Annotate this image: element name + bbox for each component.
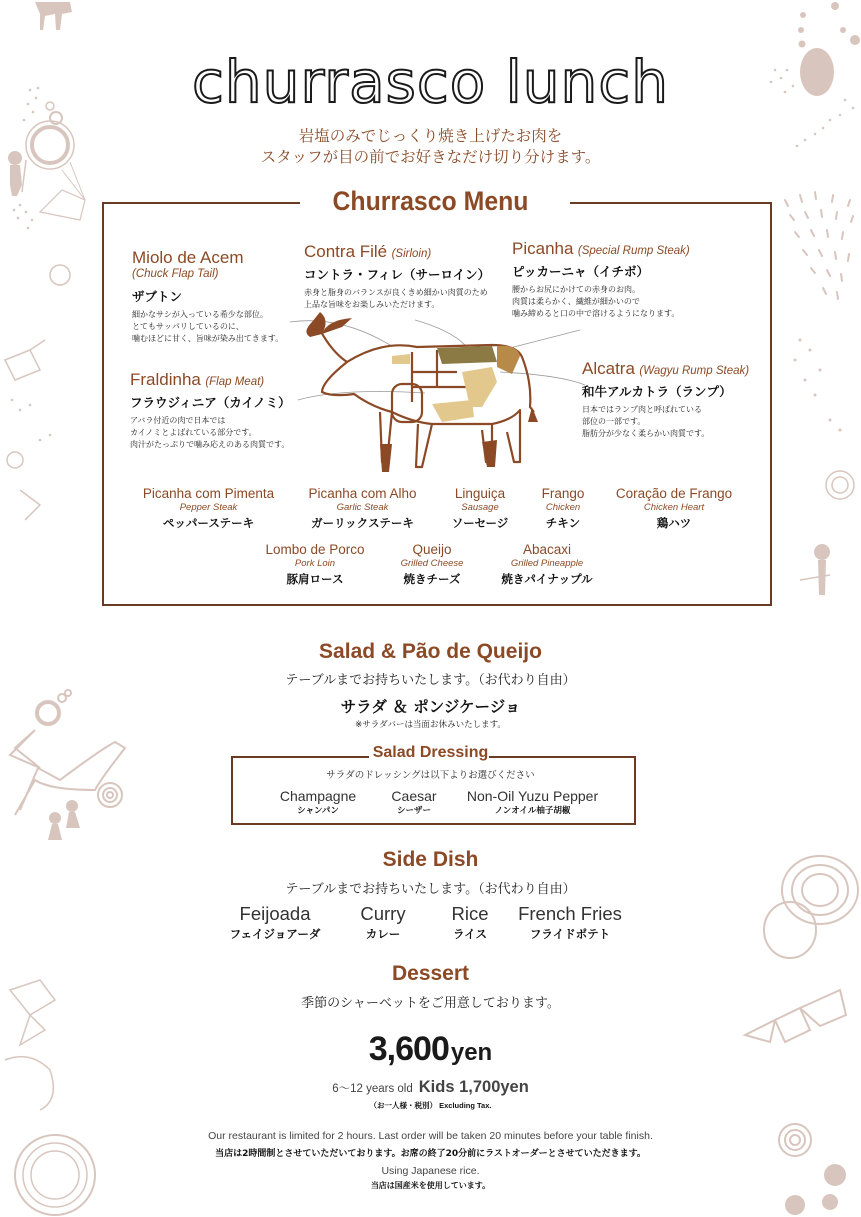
cut-miolo-de-acem bbox=[132, 248, 283, 345]
dessert-title: Dessert bbox=[391, 962, 470, 985]
salad-title: Salad & Pão de Queijo bbox=[319, 640, 542, 663]
churrasco-menu-title: Churrasco Menu bbox=[332, 186, 529, 216]
cut-fraldinha bbox=[130, 370, 291, 451]
cow-cuts-diagram bbox=[292, 312, 552, 487]
kids-price-label: Kids 1,700yen bbox=[418, 1078, 529, 1096]
cut-contra-file bbox=[304, 242, 490, 311]
cut-japanese: ザブトン bbox=[132, 289, 183, 304]
subtitle-line-2: スタッフが目の前でお好きなだけ切り分けます。 bbox=[260, 148, 601, 166]
menu-item-coracao-de-frango: Coração de Frango Chicken Heart 鶏ハツ bbox=[615, 486, 733, 530]
cut-name: Alcatra bbox=[582, 359, 635, 378]
salad-dressing-note: サラダのドレッシングは以下よりお選びください bbox=[326, 770, 535, 781]
cut-description: アバラ付近の肉で日本では カイノミとよばれている部分です。 肉汁がたっぷりで噛み応えのある肉質です。 bbox=[130, 416, 290, 449]
cut-description: 赤身と脂身のバランスが良くきめ細かい肉質のため 上品な旨味をお楽しみいただけます。 bbox=[304, 288, 488, 309]
salad-note: テーブルまでお持ちいたします。（お代わり自由） bbox=[285, 673, 576, 688]
cut-name: Miolo de Acem bbox=[132, 248, 244, 267]
cut-english: (Flap Meat) bbox=[205, 376, 265, 388]
kids-price bbox=[0, 1078, 861, 1097]
tax-note: （お一人様・税別） Excluding Tax. bbox=[369, 1101, 492, 1110]
salad-japanese-title: サラダ ＆ ポンジケージョ bbox=[340, 698, 521, 716]
price bbox=[0, 1030, 861, 1069]
cut-name: Fraldinha bbox=[130, 370, 201, 389]
menu-item-queijo: Queijo Grilled Cheese 焼きチーズ bbox=[400, 542, 464, 586]
cut-alcatra bbox=[582, 359, 749, 440]
dressing-option-non-oil-yuzu-pepper: Non-Oil Yuzu Pepper ノンオイル柚子胡椒 bbox=[466, 788, 599, 816]
side-item-french-fries: French Fries フライドポテト bbox=[518, 903, 622, 941]
side-item-feijoada: Feijoada フェイジョアーダ bbox=[229, 903, 321, 941]
cut-name: Contra Filé bbox=[304, 242, 388, 261]
price-unit: yen bbox=[450, 1039, 493, 1066]
time-limit-notice-en: Our restaurant is limited for 2 hours. Last order will be taken 20 minutes before your table finish. bbox=[208, 1130, 653, 1142]
cut-description: 細かなサシが入っている希少な部位。 とてもサッパリしているのに、 噛むほどに甘く、旨味が染み出てきます。 bbox=[132, 310, 284, 343]
cut-picanha bbox=[512, 239, 690, 320]
cut-name: Picanha bbox=[512, 239, 574, 258]
menu-item-lombo-de-porco: Lombo de Porco Pork Loin 豚肩ロース bbox=[265, 542, 365, 586]
cut-japanese: 和牛アルカトラ（ランプ） bbox=[582, 384, 732, 399]
menu-item-abacaxi: Abacaxi Grilled Pineapple 焼きパイナップル bbox=[501, 542, 593, 586]
menu-item-linguica: Linguiça Sausage ソーセージ bbox=[451, 486, 509, 530]
kids-age-range: 6〜12 years old bbox=[332, 1083, 413, 1095]
menu-item-picanha-com-alho: Picanha com Alho Garlic Steak ガーリックステーキ bbox=[308, 486, 417, 530]
menu-item-picanha-com-pimenta: Picanha com Pimenta Pepper Steak ペッパーステーキ bbox=[142, 486, 275, 530]
side-item-rice: Rice ライス bbox=[451, 903, 489, 941]
time-limit-notice-jp: 当店は2時間制とさせていただいております。お席の終了20分前にラストオーダーとさせていただきます。 bbox=[215, 1149, 646, 1159]
rice-notice-en: Using Japanese rice. bbox=[381, 1165, 480, 1177]
salad-dressing-title: Salad Dressing bbox=[372, 744, 489, 761]
price-amount: 3,600 bbox=[368, 1030, 449, 1068]
side-item-curry: Curry カレー bbox=[360, 903, 406, 941]
page-title: churrasco lunch bbox=[192, 48, 669, 116]
cut-japanese: フラウジィニア（カイノミ） bbox=[130, 395, 291, 410]
menu-item-frango: Frango Chicken チキン bbox=[541, 486, 585, 530]
dessert-note: 季節のシャーベットをご用意しております。 bbox=[301, 996, 560, 1011]
dressing-option-champagne: Champagne シャンパン bbox=[279, 788, 357, 816]
subtitle-line-1: 岩塩のみでじっくり焼き上げたお肉を bbox=[298, 127, 563, 145]
cut-english: (Wagyu Rump Steak) bbox=[639, 365, 750, 377]
side-dish-note: テーブルまでお持ちいたします。（お代わり自由） bbox=[285, 882, 576, 897]
cut-english: (Special Rump Steak) bbox=[577, 245, 690, 257]
cut-japanese: ピッカーニャ（イチボ） bbox=[512, 264, 650, 279]
cut-description: 日本ではランプ肉と呼ばれている 部位の一部です。 脂肪分が少なく柔らかい肉質です。 bbox=[582, 405, 710, 438]
cut-english: (Chuck Flap Tail) bbox=[132, 268, 219, 280]
cut-japanese: コントラ・フィレ（サーロイン） bbox=[304, 267, 491, 282]
subtitle bbox=[0, 126, 861, 168]
decoration-left-middle bbox=[0, 260, 100, 560]
decoration-right-middle bbox=[770, 320, 861, 640]
side-dish-title: Side Dish bbox=[382, 848, 479, 871]
dressing-option-caesar: Caesar シーザー bbox=[391, 788, 437, 816]
rice-notice-jp: 当店は国産米を使用しています。 bbox=[370, 1181, 491, 1190]
cut-description: 腰からお尻にかけての赤身のお肉。 肉質は柔らかく、繊維が細かいので 噛み締めると口の中で溶けるようになります。 bbox=[512, 285, 680, 318]
salad-bar-notice: ※サラダバーは当面お休みいたします。 bbox=[355, 720, 506, 730]
cut-english: (Sirloin) bbox=[391, 248, 432, 260]
